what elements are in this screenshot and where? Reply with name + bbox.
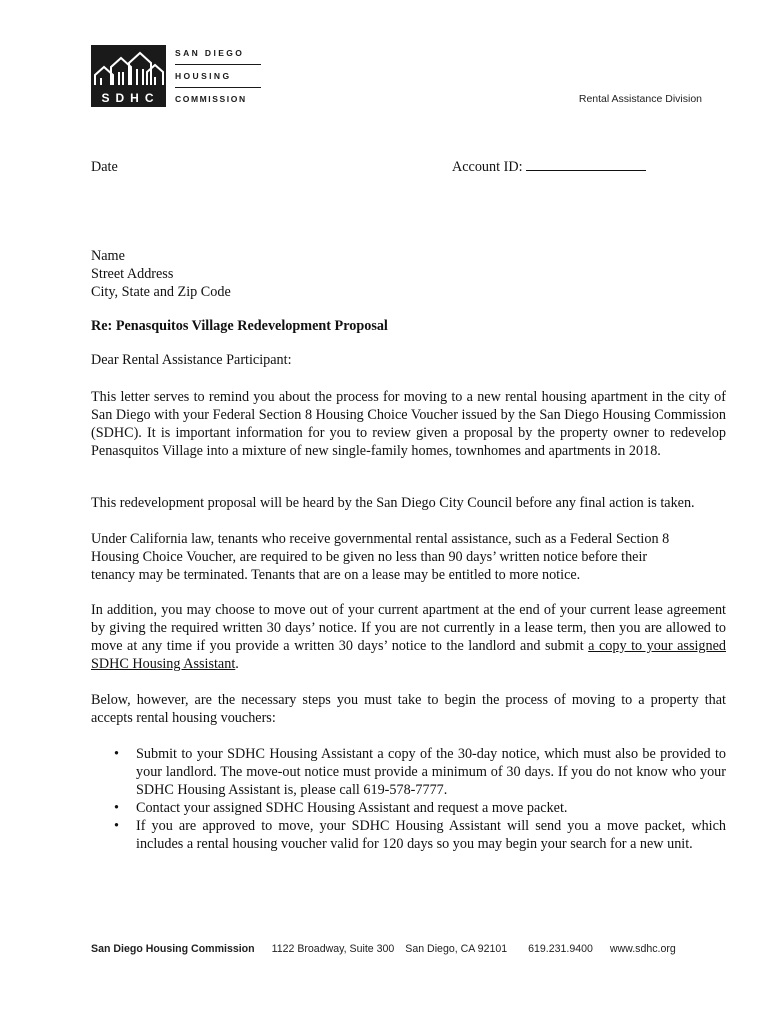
footer-street: 1122 Broadway, Suite 300 <box>271 943 395 955</box>
logo-abbreviation: SDHC <box>101 91 160 105</box>
footer-website: www.sdhc.org <box>609 943 676 955</box>
list-item-text: Contact your assigned SDHC Housing Assistant and request a move packet. <box>136 800 568 816</box>
logo-wordmark <box>175 47 261 105</box>
date-field: Date <box>91 159 118 175</box>
paragraph-4 <box>91 601 726 673</box>
division-name: Rental Assistance Division <box>578 93 702 105</box>
logo-mark <box>91 45 166 107</box>
list-item <box>91 817 726 853</box>
logo-line-2: HOUSING <box>175 70 261 88</box>
paragraph-1: This letter serves to remind you about the process for moving to a new rental housing apartment in the city of San Diego with your Federal Section 8 Housing Choice Voucher issued by the San Diego Housing Commission (SDHC). It is important information for you to review given a proposal by the property owner to redevelop Penasquitos Village into a mixture of new single-family homes, townhomes and apartments in 2018. <box>91 389 726 459</box>
list-item-text: If you are approved to move, your SDHC Housing Assistant will send you a move packet, which includes a rental housing voucher valid for 120 days so you may begin your search for a new unit. <box>136 818 726 852</box>
account-id-label: Account ID: <box>452 159 523 175</box>
address-city: City, State and Zip Code <box>91 284 231 300</box>
paragraph-3: Under California law, tenants who receive governmental rental assistance, such as a Federal Section 8 Housing Choice Voucher, are required to be given no less than 90 days’ written notice before their tenancy may be terminated. Tenants that are on a lease may be entitled to more notice. <box>91 531 670 583</box>
footer <box>91 943 711 955</box>
footer-org: San Diego Housing Commission <box>91 943 255 955</box>
account-id-blank <box>526 158 646 171</box>
paragraph-4-end: . <box>235 656 239 672</box>
salutation: Dear Rental Assistance Participant: <box>91 352 292 368</box>
subject-line: Re: Penasquitos Village Redevelopment Proposal <box>91 318 388 334</box>
logo-line-3: COMMISSION <box>175 94 247 104</box>
sdhc-logo <box>91 45 261 107</box>
address-name: Name <box>91 248 125 264</box>
footer-city: San Diego, CA 92101 <box>405 943 508 955</box>
paragraph-5: Below, however, are the necessary steps you must take to begin the process of moving to a property that accepts rental housing vouchers: <box>91 692 726 726</box>
paragraph-2: This redevelopment proposal will be heard by the San Diego City Council before any final action is taken. <box>91 495 695 511</box>
bullet-icon: • <box>114 800 119 816</box>
list-item <box>91 745 726 799</box>
address-street: Street Address <box>91 266 174 282</box>
steps-list <box>91 745 726 853</box>
bullet-icon: • <box>114 818 119 834</box>
houses-icon <box>91 45 166 89</box>
list-item <box>91 799 726 817</box>
list-item-text: Submit to your SDHC Housing Assistant a copy of the 30-day notice, which must also be provided to your landlord. The move-out notice must provide a minimum of 30 days. If you do not know who your SDHC Housing Assistant is, please call 619-578-7777. <box>136 746 726 798</box>
paragraph-4-underlined: a copy to your assigned SDHC Housing Assistant <box>91 638 726 672</box>
paragraph-4-text: In addition, you may choose to move out of your current apartment at the end of your current lease agreement by giving the required written 30 days’ notice. If you are not currently in a lease term, then you are allowed to move at any time if you provide a written 30 days’ notice to the landlord and submit <box>91 602 726 654</box>
logo-line-1: SAN DIEGO <box>175 47 261 65</box>
footer-phone: 619.231.9400 <box>528 943 593 955</box>
account-id-field <box>452 158 646 176</box>
bullet-icon: • <box>114 746 119 762</box>
recipient-address <box>91 247 231 301</box>
